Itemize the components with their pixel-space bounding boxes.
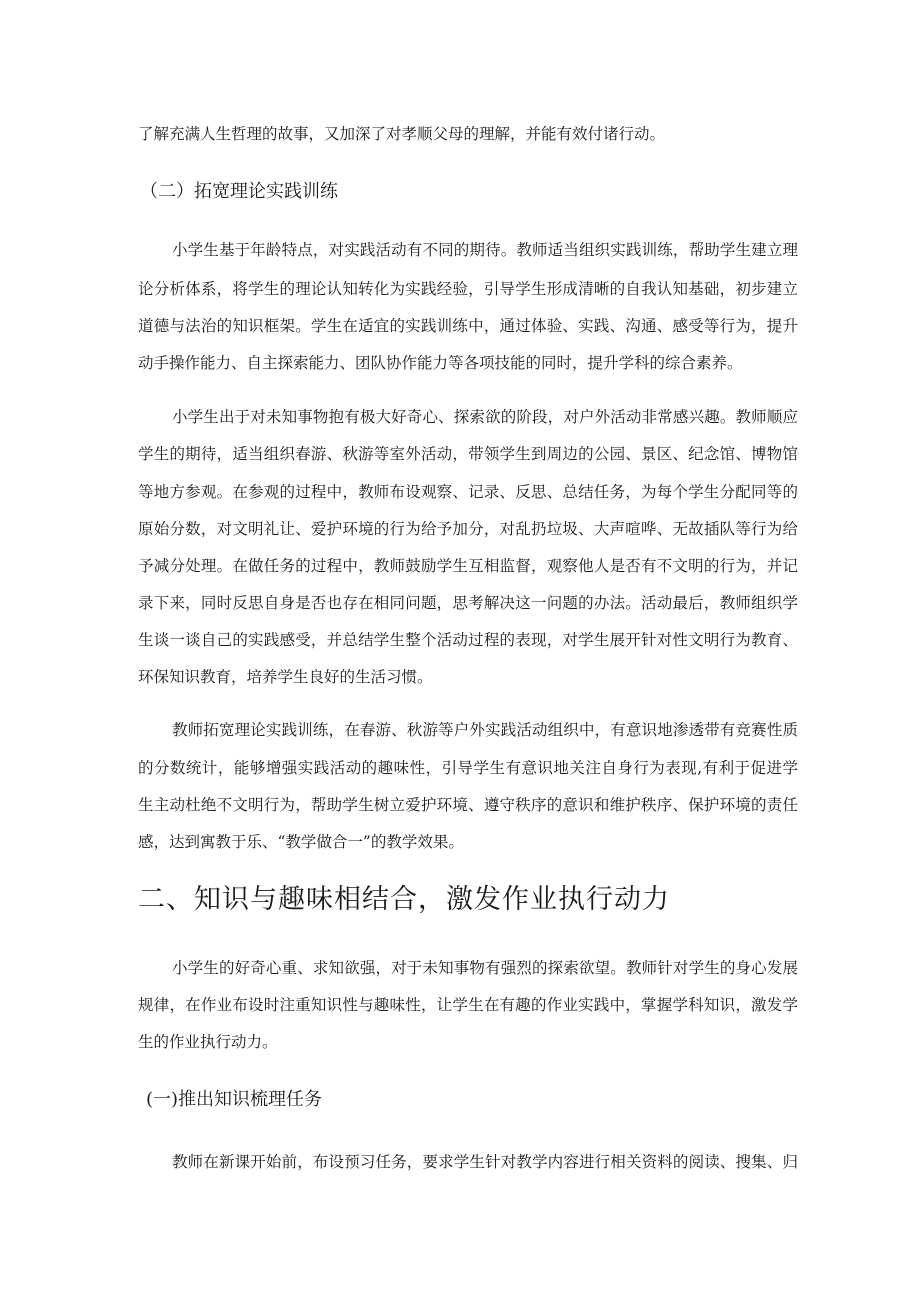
paragraph-line: 录下来，同时反思自身是否也存在相同问题，思考解决这一问题的办法。活动最后，教师组织学 — [138, 594, 798, 612]
paragraph-line: 论分析体系，将学生的理论认知转化为实践经验，引导学生形成清晰的自我认知基础，初步建立 — [138, 280, 798, 298]
section-subheading: （二）拓宽理论实践训练 — [140, 181, 338, 202]
paragraph-line: 了解充满人生哲理的故事，又加深了对孝顺父母的理解，并能有效付诸行动。 — [138, 125, 666, 143]
paragraph-line: 学生的期待，适当组织春游、秋游等室外活动，带领学生到周边的公园、景区、纪念馆、博物馆 — [138, 445, 798, 463]
paragraph-line: 动手操作能力、自主探索能力、团队协作能力等各项技能的同时，提升学科的综合素养。 — [138, 354, 743, 372]
paragraph-line: 生的作业执行动力。 — [138, 1033, 278, 1051]
paragraph-line: 予减分处理。在做任务的过程中，教师鼓励学生互相监督，观察他人是否有不文明的行为，并记 — [138, 557, 798, 575]
paragraph-line: 小学生出于对未知事物抱有极大好奇心、探索欲的阶段，对户外活动非常感兴趣。教师顺应 — [172, 408, 798, 426]
paragraph-line: 的分数统计，能够增强实践活动的趣味性，引导学生有意识地关注自身行为表现,有利于促进学 — [138, 759, 798, 777]
paragraph-line: 原始分数，对文明礼让、爱护环境的行为给予加分，对乱扔垃圾、大声喧哗、无故插队等行为给 — [138, 520, 798, 538]
paragraph-line: 生主动杜绝不文明行为，帮助学生树立爱护环境、遵守秩序的意识和维护秩序、保护环境的责任 — [138, 796, 798, 814]
section-subheading: (一)推出知识梳理任务 — [146, 1089, 323, 1110]
paragraph-line: 教师拓宽理论实践训练，在春游、秋游等户外实践活动组织中，有意识地渗透带有竞赛性质 — [172, 721, 798, 739]
paragraph-line: 小学生基于年龄特点，对实践活动有不同的期待。教师适当组织实践训练，帮助学生建立理 — [172, 241, 798, 259]
section-heading: 二、知识与趣味相结合，激发作业执行动力 — [138, 884, 670, 915]
paragraph-line: 环保知识教育，培养学生良好的生活习惯。 — [138, 668, 433, 686]
paragraph-line: 规律，在作业布设时注重知识性与趣味性，让学生在有趣的作业实践中，掌握学科知识，激发学 — [138, 996, 798, 1014]
paragraph-line: 道德与法治的知识框架。学生在适宜的实践训练中，通过体验、实践、沟通、感受等行为，提升 — [138, 317, 798, 335]
paragraph-line: 等地方参观。在参观的过程中，教师布设观察、记录、反思、总结任务，为每个学生分配同等的 — [138, 483, 798, 501]
paragraph-line: 小学生的好奇心重、求知欲强，对于未知事物有强烈的探索欲望。教师针对学生的身心发展 — [172, 959, 798, 977]
paragraph-line: 感，达到寓教于乐、“教学做合一”的教学效果。 — [138, 833, 464, 851]
paragraph-line: 教师在新课开始前，布设预习任务，要求学生针对教学内容进行相关资料的阅读、搜集、归 — [172, 1153, 798, 1171]
paragraph-line: 生谈一谈自己的实践感受，并总结学生整个活动过程的表现，对学生展开针对性文明行为教育、 — [138, 631, 798, 649]
